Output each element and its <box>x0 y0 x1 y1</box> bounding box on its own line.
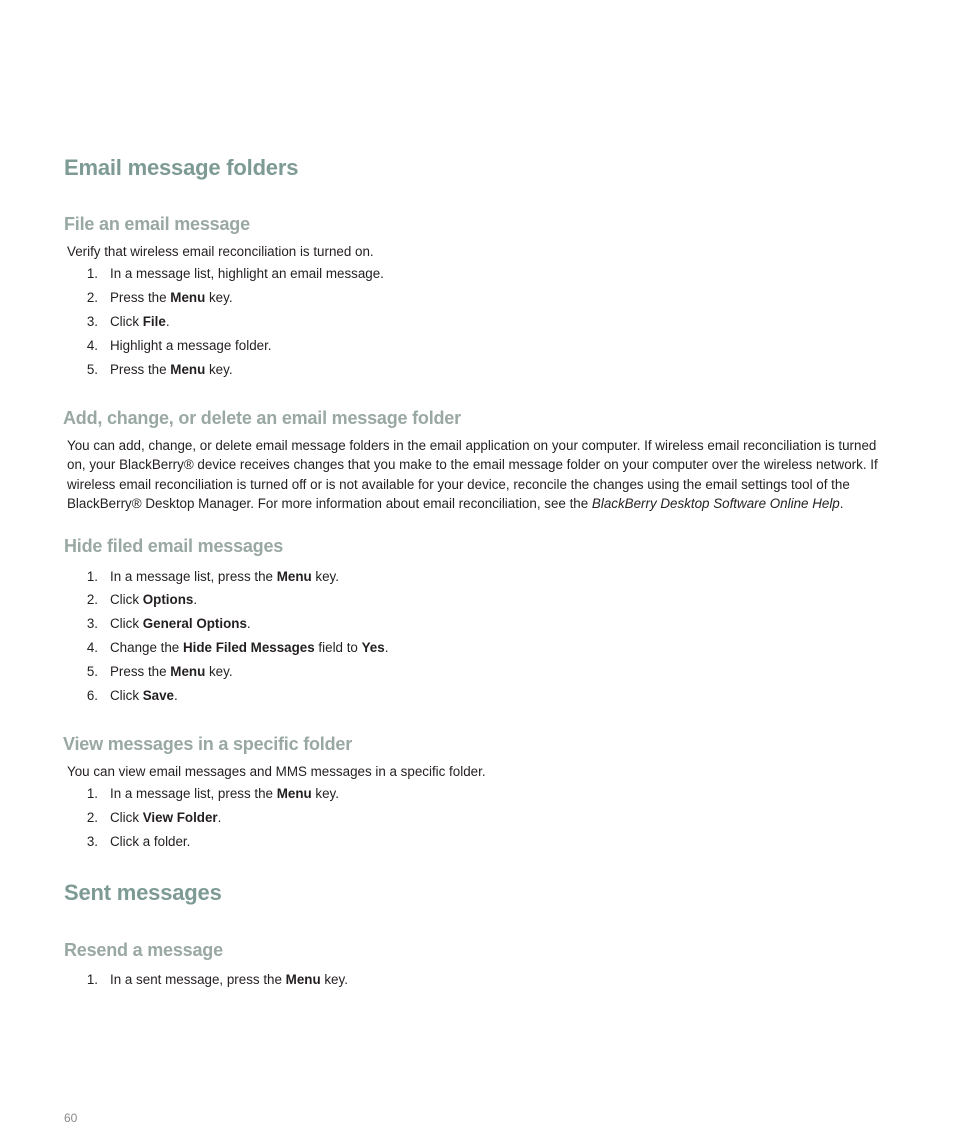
subsection-heading: Resend a message <box>64 940 223 960</box>
step-text: In a message list, highlight an email message. <box>110 266 384 281</box>
step-text: Click General Options. <box>110 616 251 631</box>
step-number: 3. <box>86 616 98 631</box>
step-text: Click Save. <box>110 688 178 703</box>
step-text: Press the Menu key. <box>110 290 233 305</box>
step-text: Highlight a message folder. <box>110 338 272 353</box>
step-number: 5. <box>86 362 98 377</box>
section-title: Email message folders <box>64 155 299 180</box>
step-number: 1. <box>86 569 98 584</box>
step-text: Click File. <box>110 314 170 329</box>
subsection-heading: View messages in a specific folder <box>63 734 353 754</box>
intro-text: Verify that wireless email reconciliation is turned on. <box>67 244 374 259</box>
body-paragraph: You can add, change, or delete email message folders in the email application on your computer. If wireless email reconciliation is turned on, your BlackBerry® device receives changes that you make to the email message folder on your computer over the wireless network. If wireless email reconciliation is turned off or is not available for your device, reconcile the changes using the email settings tool of the BlackBerry® Desktop Manager. For more information about email reconciliation, see the BlackBerry Desktop Software Online Help. <box>67 438 878 511</box>
step-number: 2. <box>86 592 98 607</box>
page-number: 60 <box>64 1111 78 1125</box>
step-number: 4. <box>86 640 98 655</box>
step-number: 1. <box>86 266 98 281</box>
step-text: Press the Menu key. <box>110 664 233 679</box>
step-text: Click View Folder. <box>110 810 222 825</box>
step-number: 2. <box>86 290 98 305</box>
step-text: In a message list, press the Menu key. <box>110 569 339 584</box>
step-text: In a sent message, press the Menu key. <box>110 972 348 987</box>
subsection-heading: Add, change, or delete an email message folder <box>63 408 461 428</box>
step-text: Change the Hide Filed Messages field to Yes. <box>110 640 389 655</box>
step-text: In a message list, press the Menu key. <box>110 786 339 801</box>
step-text: Click a folder. <box>110 834 191 849</box>
step-text: Press the Menu key. <box>110 362 233 377</box>
subsection-heading: Hide filed email messages <box>64 536 284 556</box>
step-text: Click Options. <box>110 592 198 607</box>
subsection-heading: File an email message <box>64 214 250 234</box>
step-number: 3. <box>86 314 98 329</box>
step-number: 1. <box>86 786 98 801</box>
step-number: 4. <box>86 338 98 353</box>
step-number: 6. <box>86 688 98 703</box>
step-number: 2. <box>86 810 98 825</box>
intro-text: You can view email messages and MMS messages in a specific folder. <box>67 764 486 779</box>
step-number: 5. <box>86 664 98 679</box>
step-number: 1. <box>86 972 98 987</box>
section-title: Sent messages <box>64 880 222 905</box>
step-number: 3. <box>86 834 98 849</box>
